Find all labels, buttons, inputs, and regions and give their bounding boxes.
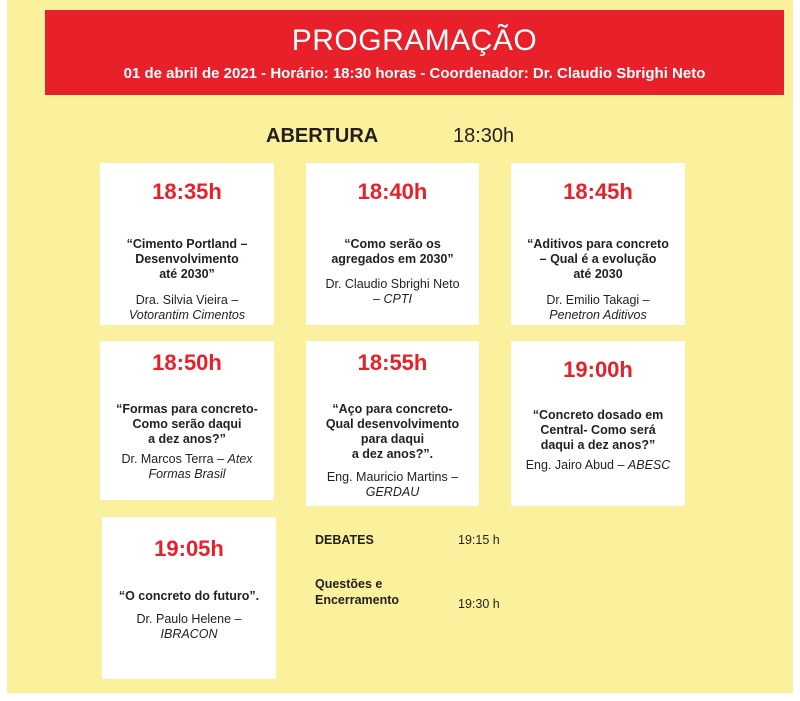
speaker-affiliation: Penetron Aditivos xyxy=(549,308,647,322)
talk-speaker xyxy=(515,458,681,473)
event-details: 01 de abril de 2021 - Horário: 18:30 horas - Coordenador: Dr. Claudio Sbrighi Neto xyxy=(123,65,706,82)
talk-card-4 xyxy=(100,341,274,500)
talk-time: 18:45h xyxy=(563,179,633,204)
opening-time: 18:30h xyxy=(453,125,515,147)
talk-speaker xyxy=(515,293,681,323)
speaker-name: Dr. Paulo Helene – xyxy=(136,612,242,626)
talk-time: 18:55h xyxy=(357,350,428,375)
talk-speaker xyxy=(106,612,272,642)
talk-title: “Aço para concreto- Qual desenvolvimento para daqui a dez anos?”. xyxy=(325,402,460,461)
talk-speaker xyxy=(310,277,475,307)
talk-time: 18:40h xyxy=(357,179,428,204)
speaker-affiliation: – CPTI xyxy=(373,292,412,306)
talk-speaker xyxy=(104,452,270,482)
talk-time: 18:35h xyxy=(152,179,222,204)
talk-title: “Como serão os agregados em 2030” xyxy=(331,237,454,266)
header-banner xyxy=(45,10,784,95)
talk-speaker xyxy=(310,470,475,500)
talk-time: 18:50h xyxy=(152,350,222,375)
closing-time: 19:30 h xyxy=(458,597,500,611)
speaker-affiliation: Votorantim Cimentos xyxy=(128,308,246,322)
speaker-name: Dr. Marcos Terra – xyxy=(121,452,225,466)
opening-label: ABERTURA xyxy=(266,125,379,147)
talk-time: 19:05h xyxy=(154,536,224,561)
talk-title: “O concreto do futuro”. xyxy=(118,589,260,603)
talk-card-1 xyxy=(100,163,274,325)
speaker-name: Dr. Emilio Takagi – xyxy=(546,293,650,307)
talk-card-6 xyxy=(511,341,685,506)
talk-title: “Concreto dosado em Central- Como será daqui a dez anos?” xyxy=(532,408,664,452)
talk-title: “Cimento Portland – Desenvolvimento até 2030” xyxy=(126,237,248,281)
page-title: PROGRAMAÇÃO xyxy=(291,24,538,57)
speaker-name: Dr. Claudio Sbrighi Neto xyxy=(325,277,460,291)
talk-card-5 xyxy=(306,341,479,506)
speaker-affiliation: GERDAU xyxy=(365,485,420,499)
speaker-affiliation: IBRACON xyxy=(160,627,218,641)
debates-label: DEBATES xyxy=(315,533,374,547)
talk-time: 19:00h xyxy=(563,357,633,382)
talk-title: “Formas para concreto- Como serão daqui a dez anos?” xyxy=(116,402,258,446)
speaker-affiliation: ABESC xyxy=(627,458,671,472)
talk-card-2 xyxy=(306,163,479,325)
talk-card-3 xyxy=(511,163,685,325)
talk-title: “Aditivos para concreto – Qual é a evolução até 2030 xyxy=(527,237,669,281)
speaker-name: Eng. Mauricio Martins – xyxy=(326,470,459,484)
speaker-affiliation: Atex Formas Brasil xyxy=(148,452,253,481)
talk-card-7 xyxy=(102,517,276,679)
debates-time: 19:15 h xyxy=(458,533,500,547)
closing-label: Questões e Encerramento xyxy=(315,577,400,607)
speaker-name: Eng. Jairo Abud – xyxy=(525,458,625,472)
talk-speaker xyxy=(104,293,270,323)
speaker-name: Dra. Silvia Vieira – xyxy=(135,293,239,307)
